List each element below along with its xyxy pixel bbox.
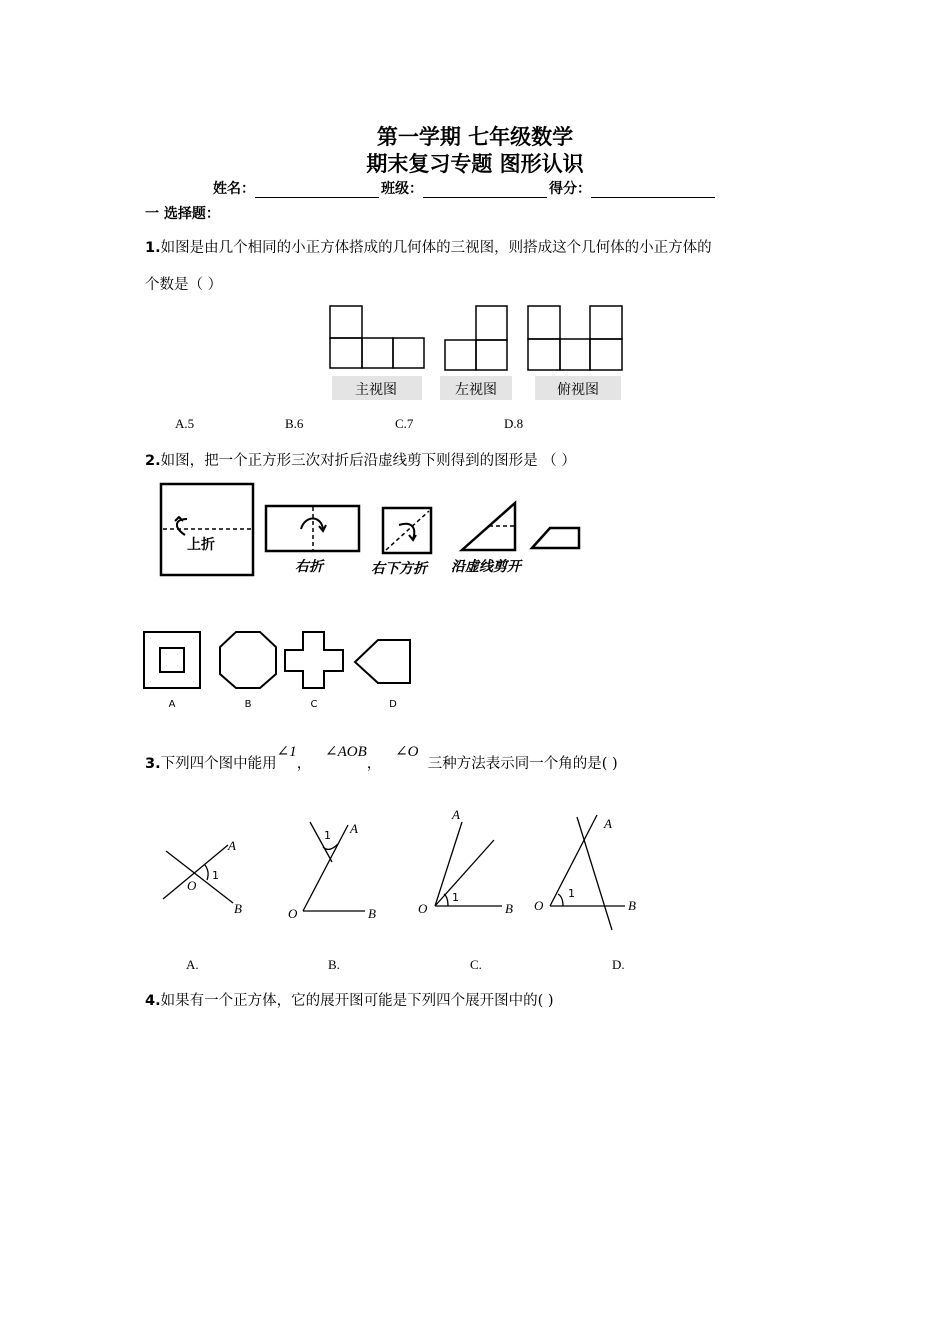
- step3-label: 右下方折: [371, 561, 427, 577]
- fig-b-line-extra: [310, 822, 332, 862]
- question-2: [145, 449, 576, 470]
- fig-c-label-1: 1: [452, 891, 459, 904]
- option-b-octagon[interactable]: [220, 632, 276, 688]
- q1-option-b[interactable]: B.6: [285, 416, 304, 431]
- option-c-cross[interactable]: [285, 632, 343, 688]
- step1-label: 上折: [187, 537, 215, 553]
- question-1-number: 1.: [145, 240, 161, 256]
- step4-label: 沿虚线剪开: [451, 559, 521, 575]
- folding-steps-figure: [155, 475, 595, 585]
- section-heading: 一 选择题：: [145, 206, 220, 222]
- q1-option-d[interactable]: D.8: [504, 416, 524, 431]
- q2-answer-options-figure: [140, 625, 420, 715]
- top-view-label: 俯视图: [557, 382, 599, 398]
- question-4: [145, 989, 554, 1010]
- name-blank[interactable]: [255, 182, 379, 198]
- option-d-pentagon[interactable]: [355, 640, 410, 683]
- fig-d-label-1: 1: [568, 887, 575, 900]
- fig-d-label-a: A: [604, 816, 612, 831]
- option-b-letter: B: [244, 699, 252, 710]
- left-view-cell: [445, 340, 476, 370]
- fold-up-arrow: [177, 519, 187, 535]
- score-blank[interactable]: [591, 182, 715, 198]
- question-2-text: 如图，把一个正方形三次对折后沿虚线剪下则得到的图形是 （ ）: [160, 453, 576, 469]
- question-3-number: 3.: [145, 756, 161, 772]
- symbol-angle-aob: ∠AOB: [325, 744, 367, 760]
- question-3-text-before: 下列四个图中能用: [160, 756, 277, 772]
- fig-a-arc: [205, 865, 208, 880]
- question-2-number: 2.: [145, 453, 161, 469]
- q3-option-b[interactable]: B.: [328, 957, 340, 972]
- question-3-text-after: 三种方法表示同一个角的是( ): [427, 756, 618, 772]
- fig-a-label-o: O: [187, 878, 197, 893]
- question-4-text: 如果有一个正方体，它的展开图可能是下列四个展开图中的( ): [160, 993, 554, 1009]
- q3-option-a[interactable]: A.: [186, 957, 199, 972]
- question-1-text: 如图是由几个相同的小正方体搭成的几何体的三视图，则搭成这个几何体的小正方体的: [160, 240, 712, 256]
- fig-a-label-a: A: [228, 838, 236, 853]
- option-d-letter: D: [389, 699, 397, 710]
- question-4-number: 4.: [145, 993, 161, 1009]
- top-view-cell: [590, 306, 622, 339]
- separator: ，: [366, 756, 382, 772]
- fig-d-label-b: B: [628, 898, 636, 913]
- name-label: 姓名：: [213, 181, 255, 197]
- q3-option-c[interactable]: C.: [470, 957, 482, 972]
- fig-b-label-o: O: [288, 906, 298, 921]
- fig-a-label-1: 1: [212, 869, 219, 882]
- fig-a-label-b: B: [234, 901, 242, 916]
- left-view-label: 左视图: [455, 382, 497, 398]
- top-view-cell: [528, 339, 560, 370]
- class-label: 班级：: [381, 181, 423, 197]
- q1-option-a[interactable]: A.5: [175, 416, 195, 431]
- question-1-line2: 个数是（ ）: [145, 277, 223, 293]
- symbol-angle-1: ∠1: [276, 744, 297, 760]
- front-view-cell: [362, 338, 393, 368]
- fig-d-arc: [558, 894, 563, 906]
- score-label: 得分：: [549, 181, 591, 197]
- q3-angle-figures: [150, 800, 660, 935]
- top-view-cell: [528, 306, 560, 339]
- fig-c-label-a: A: [452, 807, 460, 822]
- option-a-inner-square: [160, 648, 184, 672]
- q3-option-d[interactable]: D.: [612, 957, 625, 972]
- page-subtitle: 期末复习专题 图形认识: [366, 152, 584, 176]
- option-a-shape[interactable]: [144, 632, 200, 688]
- top-view-cell: [590, 339, 622, 370]
- student-info-row: [213, 178, 717, 198]
- option-a-letter: A: [168, 699, 176, 710]
- class-blank[interactable]: [423, 182, 547, 198]
- page-title: 第一学期 七年级数学: [376, 125, 574, 149]
- front-view-cell: [330, 338, 362, 368]
- step2-label: 右折: [295, 559, 323, 575]
- q1-option-c[interactable]: C.7: [395, 416, 414, 431]
- fig-b-label-1: 1: [324, 829, 331, 842]
- three-views-figure: [320, 300, 630, 405]
- fig-d-label-o: O: [534, 898, 544, 913]
- left-view-cell: [476, 340, 507, 370]
- question-1-line1: [145, 236, 712, 257]
- fold-line: [386, 511, 429, 550]
- folded-triangle: [462, 503, 515, 550]
- question-3: [145, 744, 618, 773]
- fig-c-label-b: B: [505, 901, 513, 916]
- symbol-angle-o: ∠O: [395, 744, 419, 760]
- fig-b-label-a: A: [350, 821, 358, 836]
- front-view-label: 主视图: [355, 382, 397, 398]
- front-view-cell: [393, 338, 424, 368]
- fig-d-line-cross: [577, 817, 612, 930]
- separator: ，: [296, 756, 312, 772]
- cut-piece: [532, 528, 579, 548]
- fig-b-label-b: B: [368, 906, 376, 921]
- fold-diag-arrow: [399, 524, 414, 539]
- fig-c-line-oc: [435, 840, 494, 906]
- top-view-cell: [560, 339, 590, 370]
- option-c-letter: C: [310, 699, 318, 710]
- left-view-cell: [476, 306, 507, 340]
- front-view-cell: [330, 306, 362, 338]
- fig-c-label-o: O: [418, 901, 428, 916]
- fig-a-line-ob: [166, 851, 233, 903]
